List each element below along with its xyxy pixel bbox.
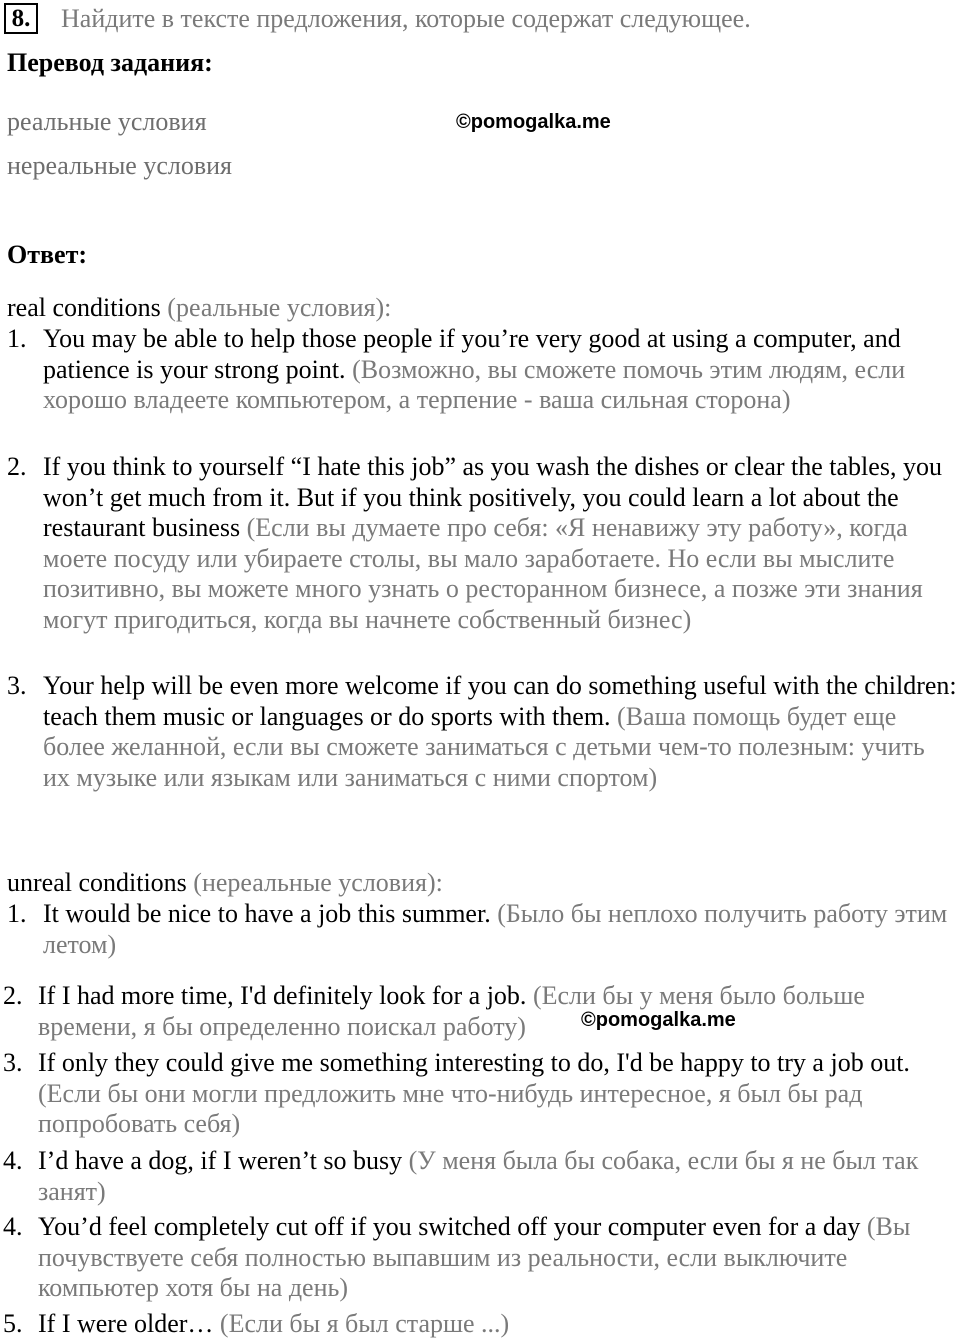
answer-heading: Ответ: [7, 240, 88, 269]
item-russian: (Если бы они могли предложить мне что-нибудь интересное, я был бы рад попробовать себя) [38, 1078, 863, 1138]
unreal-title-ru: (нереальные условия): [193, 868, 443, 897]
item-english: If I were older… [38, 1309, 214, 1338]
real-conditions-title [7, 293, 391, 323]
task-instruction: Найдите в тексте предложения, которые содержат следующее. [61, 4, 751, 33]
item-number: 2. [7, 452, 27, 481]
item-number: 3. [7, 671, 27, 700]
item-russian: (У меня была бы собака, если бы я не был так занят) [38, 1146, 919, 1206]
item-english: It would be nice to have a job this summer. [43, 899, 491, 928]
item-english: You may be able to help those people if you’re very good at using a computer, and patience is your strong point. [43, 324, 901, 384]
item-russian: (Возможно, вы сможете помочь этим людям, если хорошо владеете компьютером, а терпение - ваша сильная сторона) [43, 354, 906, 414]
item-number: 5. [3, 1309, 23, 1338]
item-russian: (Было бы неплохо получить работу этим летом) [43, 899, 948, 959]
item-english: I’d have a dog, if I weren’t so busy [38, 1146, 403, 1175]
item-number: 1. [7, 324, 27, 353]
item-russian: (Если вы думаете про себя: «Я ненавижу эту работу», когда моете посуду или убираете столы, вы мало заработаете. Но если вы мыслите позитивно, вы можете много узнать о ресторанном бизнесе, а позже эти знания могут пригодиться, когда вы начнете собственный бизнес) [43, 513, 923, 634]
item-english: If I had more time, I'd definitely look for a job. [38, 981, 527, 1010]
item-number: 3. [3, 1048, 23, 1077]
item-russian: (Ваша помощь будет еще более желанной, если вы сможете заниматься с детьми чем-то полезным: учить их музыке или языкам или заниматься с ними спортом) [43, 701, 925, 792]
watermark: ©pomogalka.me [581, 1009, 736, 1031]
item-english: If only they could give me something interesting to do, I'd be happy to try a job out. [38, 1048, 910, 1077]
unreal-title-en: unreal conditions [7, 868, 187, 897]
item-english: If you think to yourself “I hate this job” as you wash the dishes or clear the tables, you won’t get much from it. But if you think positively, you could learn a lot about the restaurant business [43, 452, 942, 542]
item-russian: (Если бы у меня было больше времени, я бы определенно поискал работу) [38, 981, 865, 1041]
real-title-en: real conditions [7, 293, 161, 322]
item-number: 4. [3, 1212, 23, 1241]
item-number: 2. [3, 981, 23, 1010]
item-english: You’d feel completely cut off if you switched off your computer even for a day [38, 1212, 861, 1241]
translation-item-real: реальные условия [7, 107, 207, 136]
item-russian: (Вы почувствуете себя полностью выпавшим из реальности, если выключите компьютер хотя бы на день) [38, 1212, 911, 1302]
watermark: ©pomogalka.me [456, 111, 611, 133]
item-number: 4. [3, 1146, 23, 1175]
task-number: 8. [4, 3, 38, 34]
translation-item-unreal: нереальные условия [7, 151, 232, 180]
translation-heading: Перевод задания: [7, 48, 213, 77]
item-russian: (Если бы я был старше ...) [219, 1309, 510, 1338]
real-title-ru: (реальные условия): [167, 293, 392, 322]
item-number: 1. [7, 899, 27, 928]
item-english: Your help will be even more welcome if you can do something useful with the children: teach them music or languages or do sports with them. [43, 671, 957, 731]
unreal-conditions-title [7, 868, 443, 898]
